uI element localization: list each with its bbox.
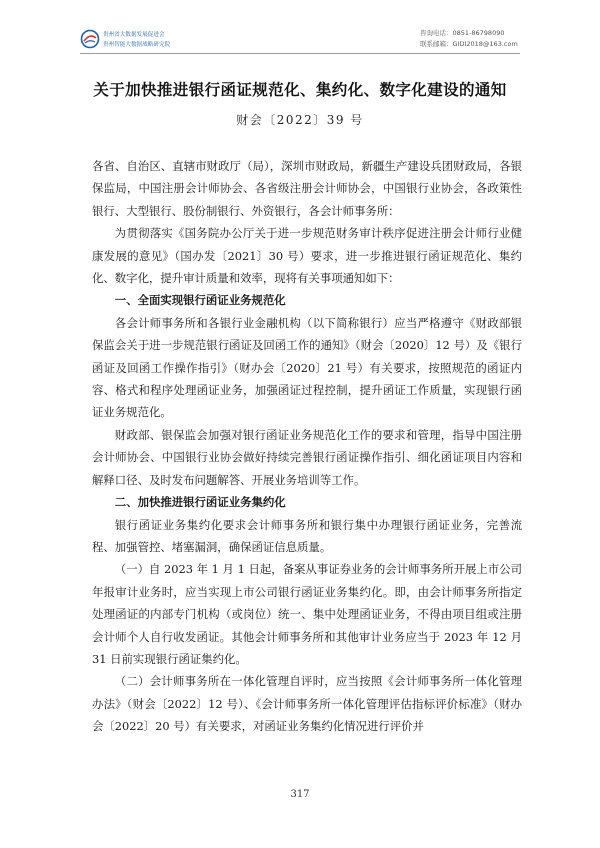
- body-paragraph: 各会计师事务所和各银行业金融机构（以下简称银行）应当严格遵守《财政部银保监会关于进一步规范银行函证及回函工作的通知》（财会〔2020〕12 号）及《银行函证及回函工作操作指引》（财办会〔2020〕21 号）有关要求，按照规范的函证内容、格式和程序处理函证业务，加强函证过程控制，提升函证工作质量，实现银行函证业务规范化。: [92, 315, 522, 420]
- body-paragraph: 为贯彻落实《国务院办公厅关于进一步规范财务审计秩序促进注册会计师行业健康发展的意见》（国办发〔2021〕30 号）要求，进一步推进银行函证规范化、集约化、数字化，提升审计质量和效率，现将有关事项通知如下：: [92, 226, 522, 286]
- logo-text-institute: 贵州智能大数据战略研究院: [103, 42, 171, 48]
- contact-phone: 咨询电话：0851-86798090: [420, 29, 505, 37]
- page-header: [0, 0, 600, 52]
- contact-info: [420, 28, 518, 50]
- body-paragraph: （一）自 2023 年 1 月 1 日起，备案从事证券业务的会计师事务所开展上市公司年报审计业务时，应当实现上市公司银行函证业务集约化。即，由会计师事务所指定处理函证的内部专门机构（或岗位）统一、集中处理函证业务，不得由项目组或注册会计师个人自行收发函证。其他会计师事务所和其他审计业务应当于 2023 年 12 月 31 日前实现银行函证集约化。: [92, 562, 522, 666]
- body-paragraph: （二）会计师事务所在一体化管理自评时，应当按照《会计师事务所一体化管理办法》（财会〔2022〕12 号）、《会计师事务所一体化管理评估指标评价标准》（财办会〔2022〕20 号）有关要求，对函证业务集约化情况进行评价并: [92, 674, 522, 734]
- document-number: 财会〔2022〕39 号: [236, 113, 364, 127]
- body-paragraph: 银行函证业务集约化要求会计师事务所和银行集中办理银行函证业务，完善流程、加强管控、堵塞漏洞，确保函证信息质量。: [92, 517, 522, 554]
- header-divider: [80, 53, 520, 54]
- body-paragraph: 财政部、银保监会加强对银行函证业务规范化工作的要求和管理，指导中国注册会计师协会、中国银行业协会做好持续完善银行函证操作指引、细化函证项目内容和解释口径、及时发布问题解答、开展业务培训等工作。: [92, 427, 522, 487]
- addressee-paragraph: 各省、自治区、直辖市财政厅（局），深圳市财政局，新疆生产建设兵团财政局，各银保监局，中国注册会计师协会、各省级注册会计师协会，中国银行业协会，各政策性银行、大型银行、股份制银行、外资银行，各会计师事务所：: [92, 159, 522, 218]
- document-body: [92, 155, 522, 738]
- section-heading: 一、全面实现银行函证业务规范化: [114, 293, 286, 308]
- logo-mark-icon: [80, 29, 100, 49]
- logo-text-association: 贵州省大数据发展促进会: [103, 32, 165, 38]
- page-number: 317: [290, 789, 310, 800]
- contact-email: 联系邮箱：GIDI2018@163.com: [420, 40, 518, 48]
- document-title: 关于加快推进银行函证规范化、集约化、数字化建设的通知: [93, 81, 507, 99]
- section-heading: 二、加快推进银行函证业务集约化: [114, 495, 286, 510]
- organization-logo: [80, 28, 180, 50]
